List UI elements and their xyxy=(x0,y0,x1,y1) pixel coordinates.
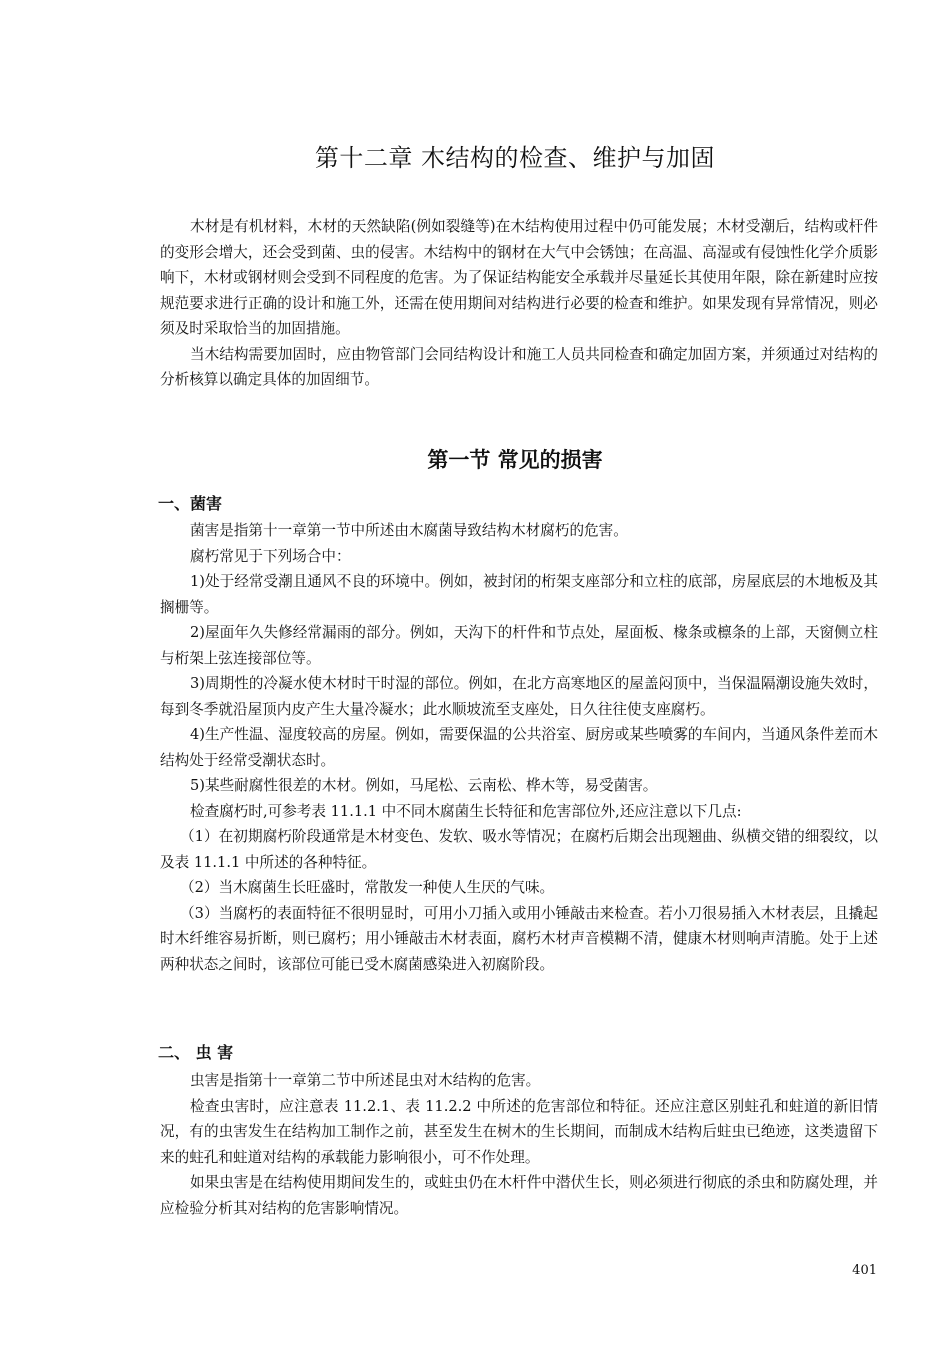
fungi-list-item: 3)周期性的冷凝水使木材时干时湿的部位。例如，在北方高寒地区的屋盖闷顶中，当保温隔潮设施失效时，每到冬季就沿屋顶内皮产生大量冷凝水；此水顺坡流至支座处，日久往往使支座腐朽。 xyxy=(160,675,878,718)
fungi-heading: 一、菌害 xyxy=(158,494,223,513)
fungi-check-item: （3）当腐朽的表面特征不很明显时，可用小刀插入或用小锤敲击来检查。若小刀很易插入木材表层，且撬起时木纤维容易折断，则已腐朽；用小锤敲击木材表面，腐朽木材声音模糊不清，健康木材则响声清脆。处于上述两种状态之间时，该部位可能已受木腐菌感染进入初腐阶段。 xyxy=(160,904,878,973)
fungi-paragraph: 检查腐朽时,可参考表 11.1.1 中不同木腐菌生长特征和危害部位外,还应注意以下几点: xyxy=(190,802,742,820)
intro-text xyxy=(160,214,878,393)
fungi-list-item: 2)屋面年久失修经常漏雨的部分。例如，天沟下的杆件和节点处，屋面板、椽条或檩条的上部，天窗侧立柱与桁架上弦连接部位等。 xyxy=(160,624,878,667)
chapter-title: 第十二章 木结构的检查、维护与加固 xyxy=(314,144,716,172)
intro-paragraph: 木材是有机材料，木材的天然缺陷(例如裂缝等)在木结构使用过程中仍可能发展；木材受潮后，结构或杆件的变形会增大，还会受到菌、虫的侵害。木结构中的钢材在大气中会锈蚀；在高温、高湿或有侵蚀性化学介质影响下，木材或钢材则会受到不同程度的危害。为了保证结构能安全承载并尽量延长其使用年限，除在新建时应按规范要求进行正确的设计和施工外，还需在使用期间对结构进行必要的检查和维护。如果发现有异常情况，则必须及时采取恰当的加固措施。 xyxy=(160,218,878,337)
insects-paragraph: 检查虫害时，应注意表 11.2.1、表 11.2.2 中所述的危害部位和特征。还应注意区别蛀孔和蛀道的新旧情况，有的虫害发生在结构加工制作之前，甚至发生在树木的生长期间，而制成木结构后蛀虫已绝迹，这类遗留下来的蛀孔和蛀道对结构的承载能力影响很小，可不作处理。 xyxy=(160,1097,878,1166)
section-title: 第一节 常见的损害 xyxy=(427,447,603,472)
fungi-text xyxy=(160,518,878,977)
fungi-check-item: （2）当木腐菌生长旺盛时，常散发一种使人生厌的气味。 xyxy=(180,879,555,896)
insects-paragraph: 虫害是指第十一章第二节中所述昆虫对木结构的危害。 xyxy=(190,1072,541,1089)
fungi-paragraph: 腐朽常见于下列场合中： xyxy=(190,547,351,565)
insects-paragraph: 如果虫害是在结构使用期间发生的，或蛀虫仍在木杆件中潜伏生长，则必须进行彻底的杀虫和防腐处理，并应检验分析其对结构的危害影响情况。 xyxy=(160,1174,878,1217)
fungi-list-item: 1)处于经常受潮且通风不良的环境中。例如，被封闭的桁架支座部分和立柱的底部，房屋底层的木地板及其搁栅等。 xyxy=(160,573,878,616)
page-number: 401 xyxy=(852,1263,877,1278)
fungi-list-item: 4)生产性温、湿度较高的房屋。例如，需要保温的公共浴室、厨房或某些喷雾的车间内，当通风条件差而木结构处于经常受潮状态时。 xyxy=(160,726,878,769)
fungi-paragraph: 菌害是指第十一章第一节中所述由木腐菌导致结构木材腐朽的危害。 xyxy=(190,522,628,539)
fungi-check-item: （1）在初期腐朽阶段通常是木材变色、发软、吸水等情况；在腐朽后期会出现翘曲、纵横交错的细裂纹，以及表 11.1.1 中所述的各种特征。 xyxy=(160,828,878,871)
insects-text xyxy=(160,1068,878,1221)
insects-heading: 二、 虫 害 xyxy=(158,1043,234,1062)
fungi-list-item: 5)某些耐腐性很差的木材。例如，马尾松、云南松、桦木等，易受菌害。 xyxy=(190,777,658,794)
intro-paragraph: 当木结构需要加固时，应由物管部门会同结构设计和施工人员共同检查和确定加固方案，并须通过对结构的分析核算以确定具体的加固细节。 xyxy=(160,345,878,388)
